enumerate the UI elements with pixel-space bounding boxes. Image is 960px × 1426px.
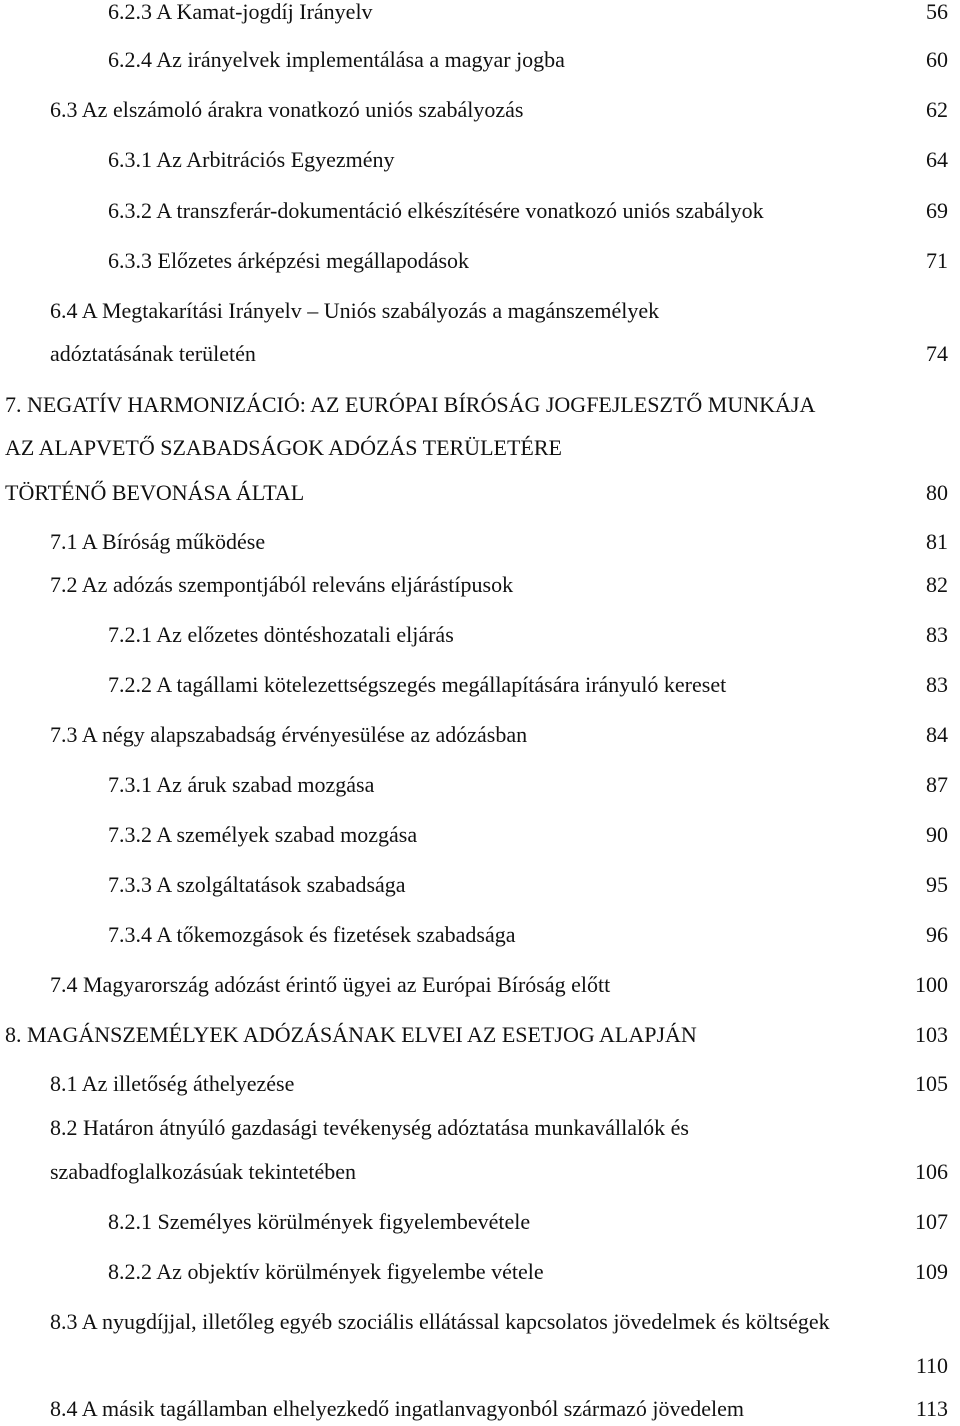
toc-entry-title: 6.4 A Megtakarítási Irányelv – Uniós szabályozás a magánszemélyek [50, 298, 660, 323]
toc-entry-page: 80 [926, 480, 948, 505]
toc-entry-title: 6.2.4 Az irányelvek implementálása a magyar jogba [108, 47, 565, 72]
toc-entry-title: 7.3.4 A tőkemozgások és fizetések szabadsága [108, 922, 516, 947]
toc-entry-title: adóztatásának területén [50, 341, 256, 366]
toc-entry[interactable] [50, 296, 948, 326]
toc-entry-title: 6.2.3 A Kamat-jogdíj Irányelv [108, 0, 373, 24]
toc-entry-page: 107 [915, 1209, 948, 1234]
toc-entry[interactable] [5, 478, 948, 508]
toc-entry-page: 71 [926, 248, 948, 273]
toc-entry-title: 7.2 Az adózás szempontjából releváns eljárástípusok [50, 572, 514, 597]
toc-entry-page: 103 [915, 1022, 948, 1047]
toc-entry-page: 81 [926, 529, 948, 554]
toc-entry[interactable] [108, 1257, 948, 1287]
toc-entry-title: 6.3 Az elszámoló árakra vonatkozó uniós szabályozás [50, 97, 524, 122]
toc-entry[interactable] [108, 45, 948, 75]
toc-entry-page: 64 [926, 147, 948, 172]
toc-entry-title: 6.3.2 A transzferár-dokumentáció elkészítésére vonatkozó uniós szabályok [108, 198, 764, 223]
toc-entry-page: 82 [926, 572, 948, 597]
toc-entry-title: 7.3.3 A szolgáltatások szabadsága [108, 872, 406, 897]
toc-entry[interactable] [50, 95, 948, 125]
toc-entry[interactable] [108, 1207, 948, 1237]
toc-entry[interactable] [108, 145, 948, 175]
toc-entry[interactable] [50, 527, 948, 557]
toc-entry[interactable] [108, 0, 948, 27]
toc-entry-page: 74 [926, 341, 948, 366]
toc-entry[interactable] [108, 246, 948, 276]
toc-entry[interactable] [50, 1069, 948, 1099]
toc-entry-title: 7.2.1 Az előzetes döntéshozatali eljárás [108, 622, 454, 647]
toc-entry-title: 7.2.2 A tagállami kötelezettségszegés megállapítására irányuló kereset [108, 672, 727, 697]
toc-entry-title: 7.3.1 Az áruk szabad mozgása [108, 772, 375, 797]
toc-entry-page: 84 [926, 722, 948, 747]
toc-entry-title: 8.2 Határon átnyúló gazdasági tevékenység adóztatása munkavállalók és [50, 1115, 689, 1140]
toc-entry[interactable] [108, 820, 948, 850]
toc-entry-page: 87 [926, 772, 948, 797]
toc-entry-page: 90 [926, 822, 948, 847]
toc-entry[interactable] [108, 920, 948, 950]
toc-entry-title: 7.3.2 A személyek szabad mozgása [108, 822, 418, 847]
toc-entry[interactable] [108, 620, 948, 650]
toc-entry[interactable] [108, 870, 948, 900]
toc-entry-page: 110 [915, 1353, 948, 1378]
toc-entry-title: 7.3 A négy alapszabadság érvényesülése az adózásban [50, 722, 528, 747]
toc-entry-title: 8.2.1 Személyes körülmények figyelembevétele [108, 1209, 531, 1234]
toc-entry-title: AZ ALAPVETŐ SZABADSÁGOK ADÓZÁS TERÜLETÉRE [5, 435, 562, 460]
toc-entry-title: szabadfoglalkozásúak tekintetében [50, 1159, 357, 1184]
toc-entry-title: TÖRTÉNŐ BEVONÁSA ÁLTAL [5, 480, 305, 505]
toc-entry-page: 109 [915, 1259, 948, 1284]
toc-entry[interactable] [50, 1351, 948, 1381]
toc-entry[interactable] [50, 970, 948, 1000]
toc-entry-title: 7.4 Magyarország adózást érintő ügyei az Európai Bíróság előtt [50, 972, 611, 997]
toc-entry-title: 8. MAGÁNSZEMÉLYEK ADÓZÁSÁNAK ELVEI AZ ESETJOG ALAPJÁN [5, 1022, 697, 1047]
toc-entry-page: 62 [926, 97, 948, 122]
toc-entry[interactable] [5, 1020, 948, 1050]
toc-entry[interactable] [50, 570, 948, 600]
toc-entry-title: 8.3 A nyugdíjjal, illetőleg egyéb szociális ellátással kapcsolatos jövedelmek és költségek [50, 1309, 830, 1334]
toc-entry[interactable] [108, 196, 948, 226]
toc-entry-page: 69 [926, 198, 948, 223]
toc-entry[interactable] [50, 1307, 948, 1337]
toc-entry[interactable] [50, 1157, 948, 1187]
toc-entry-title: 8.2.2 Az objektív körülmények figyelembe vétele [108, 1259, 544, 1284]
toc-entry-page: 96 [926, 922, 948, 947]
toc-entry[interactable] [108, 770, 948, 800]
toc-entry[interactable] [50, 339, 948, 369]
toc-entry[interactable] [50, 720, 948, 750]
toc-entry-page: 105 [915, 1071, 948, 1096]
toc-entry-title: 6.3.3 Előzetes árképzési megállapodások [108, 248, 470, 273]
toc-entry-page: 106 [915, 1159, 948, 1184]
toc-entry[interactable] [50, 1113, 948, 1143]
toc-entry-title: 8.4 A másik tagállamban elhelyezkedő ingatlanvagyonból származó jövedelem [50, 1396, 744, 1421]
toc-entry-page: 60 [926, 47, 948, 72]
toc-entry-page: 83 [926, 622, 948, 647]
toc-entry-title: 7.1 A Bíróság működése [50, 529, 266, 554]
toc-entry-page: 100 [915, 972, 948, 997]
toc-entry[interactable] [108, 670, 948, 700]
toc-entry[interactable] [50, 1394, 948, 1424]
toc-entry-title: 8.1 Az illetőség áthelyezése [50, 1071, 295, 1096]
toc-entry-page: 56 [926, 0, 948, 24]
toc-entry-page: 95 [926, 872, 948, 897]
toc-entry-title: 7. NEGATÍV HARMONIZÁCIÓ: AZ EURÓPAI BÍRÓSÁG JOGFEJLESZTŐ MUNKÁJA [5, 392, 816, 417]
toc-entry[interactable] [5, 433, 948, 463]
toc-entry[interactable] [5, 390, 948, 420]
toc-entry-page: 83 [926, 672, 948, 697]
toc-entry-title: 6.3.1 Az Arbitrációs Egyezmény [108, 147, 395, 172]
toc-entry-page: 113 [915, 1396, 948, 1421]
